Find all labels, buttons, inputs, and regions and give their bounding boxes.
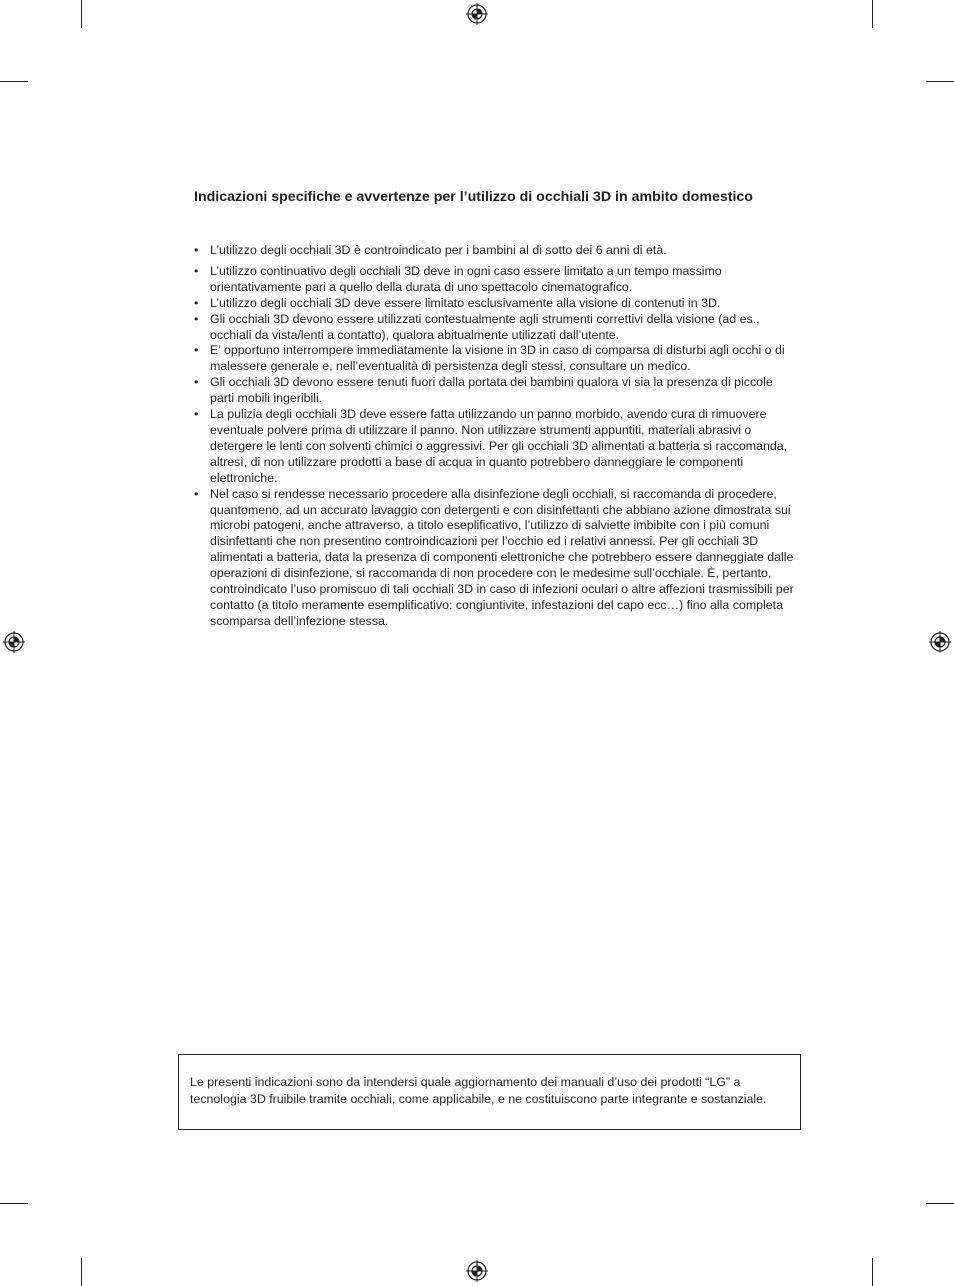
list-item xyxy=(194,343,794,375)
crop-mark-right-bottom xyxy=(926,1203,954,1204)
page-title: Indicazioni specifiche e avvertenze per l’utilizzo di occhiali 3D in ambito domestico xyxy=(194,189,753,205)
list-item-text: E’ opportuno interrompere immediatamente la visione in 3D in caso di comparsa di disturbi agli occhi o di malessere generale e, nell’eventualità di persistenza degli stessi, consultare un medico. xyxy=(210,343,785,374)
list-item-text: Nel caso si rendesse necessario procedere alla disinfezione degli occhiali, si raccomanda di procedere, quantomeno, ad un accurato lavaggio con detergenti e con disinfettanti che abbiano azione dimostrata sui microbi patogeni, anche attraverso, a titolo eseplificativo, l’utilizzo di salviette imbibite con i più comuni disinfettanti che non presentino controindicazioni per l’occhio ed i relativi annessi. Per gli occhiali 3D alimentati a batteria, data la presenza di componenti elettroniche che potrebbero essere danneggiate dalle operazioni di disinfezione, si raccomanda di non procedere con le medesime sull’occhiale. È, pertanto, controindicato l’uso promiscuo di tali occhiali 3D in caso di infezioni oculari o altre affezioni trasmissibili per contatto (a titolo meramente esemplificativo: congiuntivite, infestazioni del capo ecc…) fino alla completa scomparsa dell’infezione stessa. xyxy=(210,486,794,628)
list-item-text: Gli occhiali 3D devono essere tenuti fuori dalla portata dei bambini qualora vi sia la presenza di piccole parti mobili ingeribili. xyxy=(210,375,773,406)
warning-list xyxy=(194,243,794,630)
registration-mark-icon xyxy=(929,631,951,653)
registration-mark-icon xyxy=(466,1260,488,1282)
bullet: • xyxy=(194,263,199,278)
list-item-text: L’utilizzo degli occhiali 3D deve essere limitato esclusivamente alla visione di contenuti in 3D. xyxy=(210,295,721,310)
crop-mark-right-top xyxy=(926,81,954,82)
list-item xyxy=(194,312,794,344)
list-item xyxy=(194,296,794,312)
crop-mark-left-bottom xyxy=(0,1203,28,1204)
list-item xyxy=(194,243,794,259)
bullet: • xyxy=(194,407,199,422)
list-item xyxy=(194,375,794,407)
list-item xyxy=(194,407,794,487)
crop-mark-top-right xyxy=(872,0,873,28)
registration-mark-icon xyxy=(466,3,488,25)
list-item-text: L’utilizzo continuativo degli occhiali 3D deve in ogni caso essere limitato a un tempo massimo orientativamente pari a quello della durata di uno spettacolo cinematografico. xyxy=(210,263,722,294)
list-item-text: L’utilizzo degli occhiali 3D è controindicato per i bambini al di sotto dei 6 anni di età. xyxy=(210,243,667,257)
list-item-text: Gli occhiali 3D devono essere utilizzati contestualmente agli strumenti correttivi della visione (ad es., occhiali da vista/lenti a contatto), qualora abitualmente utilizzati dall’utente. xyxy=(210,311,760,342)
bullet: • xyxy=(194,243,199,257)
crop-mark-bottom-left xyxy=(81,1258,82,1286)
list-item xyxy=(194,487,794,630)
bullet: • xyxy=(194,343,199,358)
list-item-text: La pulizia degli occhiali 3D deve essere fatta utilizzando un panno morbido, avendo cura di rimuovere eventuale polvere prima di utilizzare il panno. Non utilizzare strumenti appuntiti, materiali abrasivi o detergere le lenti con solventi chimici o aggressivi. Per gli occhiali 3D alimentati a batteria si raccomanda, altresì, di non utilizzare prodotti a base di acqua in quanto potrebbero danneggiare le componenti elettroniche. xyxy=(210,407,788,485)
crop-mark-top-left xyxy=(81,0,82,28)
crop-mark-bottom-right xyxy=(872,1258,873,1286)
list-item xyxy=(194,264,794,296)
notice-text: Le presenti indicazioni sono da intendersi quale aggiornamento dei manuali d’uso dei prodotti “LG” a tecnologia 3D fruibile tramite occhiali, come applicabile, e ne costituiscono parte integrante e sostanziale. xyxy=(190,1075,767,1106)
bullet: • xyxy=(194,295,199,310)
crop-mark-left-top xyxy=(0,81,28,82)
bullet: • xyxy=(194,311,199,326)
bullet: • xyxy=(194,486,199,501)
notice-box xyxy=(178,1054,801,1130)
bullet: • xyxy=(194,375,199,390)
registration-mark-icon xyxy=(3,631,25,653)
